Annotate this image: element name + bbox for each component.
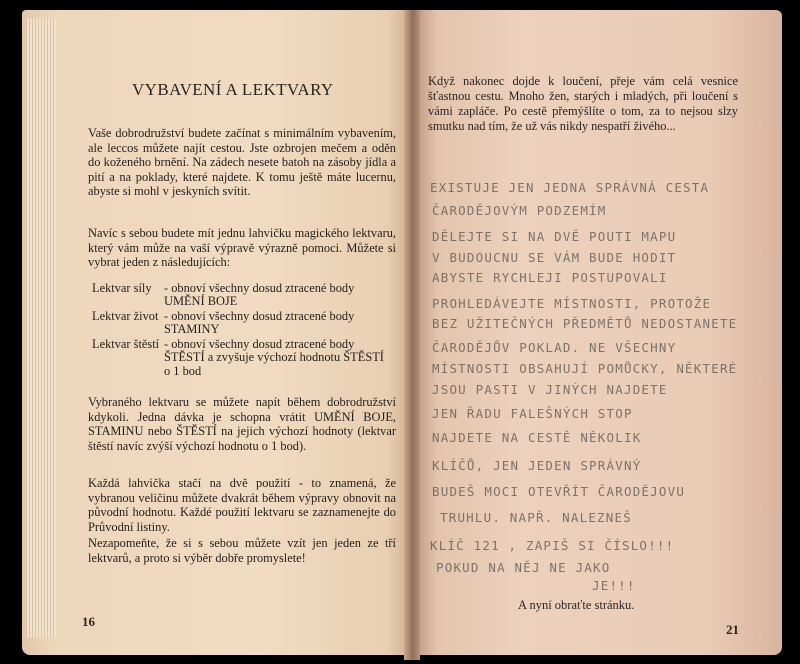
dose-paragraph: Každá lahvička stačí na dvě použití - to znamená, že vybranou veličinu můžete dvakrát během výpravy obnovit na původní hodnotu. Každé použití lektvaru se zaznamenejte do Průvodní listiny. — [88, 476, 396, 534]
handwritten-line: NAJDETE NA CESTĚ NĚKOLIK — [432, 430, 642, 445]
potion-name: Lektvar život — [92, 309, 159, 323]
handwritten-line: JSOU PASTI V JINÝCH NAJDETE — [432, 382, 668, 397]
handwritten-line: KLÍČ 121 , ZAPIŠ SI ČÍSLO!!! — [430, 538, 675, 553]
handwritten-line: V BUDOUCNU SE VÁM BUDE HODIT — [432, 250, 677, 265]
potion-name: Lektvar síly — [92, 281, 152, 295]
page-edges — [26, 18, 56, 638]
handwritten-line: JEN ŘADU FALEŠNÝCH STOP — [432, 406, 633, 421]
handwritten-line: EXISTUJE JEN JEDNA SPRÁVNÁ CESTA — [430, 180, 710, 195]
potion-desc: - obnoví všechny dosud ztracené body STAMINY — [164, 309, 355, 337]
handwritten-line: PROHLEDÁVEJTE MÍSTNOSTI, PROTOŽE — [432, 296, 712, 311]
handwritten-line: KLÍČŮ, JEN JEDEN SPRÁVNÝ — [432, 458, 642, 473]
right-page-number: 21 — [726, 622, 739, 637]
usage-paragraph: Vybraného lektvaru se můžete napít během dobrodružství kdykoli. Jedna dávka je schopna vrátit UMĚNÍ BOJE, STAMINU nebo ŠTĚSTÍ na jejich výchozí hodnoty (lektvar štěstí navíc zvýší výchozí hodnotu o 1 bod). — [88, 395, 396, 453]
handwritten-line: DĚLEJTE SI NA DVĚ POUTI MAPU — [432, 229, 677, 244]
left-page-number: 16 — [82, 614, 95, 629]
printed-paragraph: Když nakonec dojde k loučení, přeje vám celá vesnice šťastnou cestu. Mnoho žen, starých i mladých, při loučení s vámi zapláče. Po cestě přemýšlíte o tom, za to nejsou slzy smutku nad tím, že už vás nikdy nespatří živého... — [428, 74, 738, 133]
potion-name: Lektvar štěstí — [92, 337, 160, 351]
handwritten-line: BUDEŠ MOCI OTEVŘÍT ČARODĚJOVU — [432, 484, 686, 499]
handwritten-line: JE!!! — [592, 578, 636, 593]
potion-desc: - obnoví všechny dosud ztracené body ŠTĚSTÍ a zvyšuje výchozí hodnotu ŠTĚSTÍ o 1 bod — [164, 337, 384, 378]
page-title: VYBAVENÍ A LEKTVARY — [132, 80, 334, 99]
reminder-paragraph: Nezapomeňte, že si s sebou můžete vzít jen jeden ze tří lektvarů, a proto si výběr dobře promyslete! — [88, 536, 396, 565]
potion-intro-paragraph: Navíc s sebou budete mít jednu lahvičku magického lektvaru, který vám může na vaší výpravě výrazně pomoci. Můžete si vybrat jeden z následujících: — [88, 226, 396, 270]
book-gutter — [404, 10, 420, 660]
handwritten-line: MÍSTNOSTI OBSAHUJÍ POMŮCKY, NĚKTERÉ — [432, 361, 738, 376]
handwritten-line: ČARODĚJŮV POKLAD. NE VŠECHNY — [432, 340, 677, 355]
turn-page-instruction: A nyní obraťte stránku. — [518, 598, 635, 612]
intro-paragraph: Vaše dobrodružství budete začínat s minimálním vybavením, ale leccos můžete najít cestou. Jste ozbrojen mečem a oděn do koženého brnění. Na zádech nesete batoh na zásoby jídla a pití a na poklady, které najdete. K tomu ještě máte lucernu, abyste si mohl v jeskyních svítit. — [88, 126, 396, 199]
handwritten-line: BEZ UŽITEČNÝCH PŘEDMĚTŮ NEDOSTANETE — [432, 316, 738, 331]
handwritten-line: POKUD NA NĚJ NE JAKO — [436, 560, 611, 575]
handwritten-line: TRUHLU. NAPŘ. NALEZNEŠ — [440, 510, 632, 525]
handwritten-line: ČARODĚJOVÝM PODZEMÍM — [432, 203, 607, 218]
handwritten-line: ABYSTE RYCHLEJI POSTUPOVALI — [432, 270, 668, 285]
potion-desc: - obnoví všechny dosud ztracené body UMĚNÍ BOJE — [164, 281, 355, 309]
